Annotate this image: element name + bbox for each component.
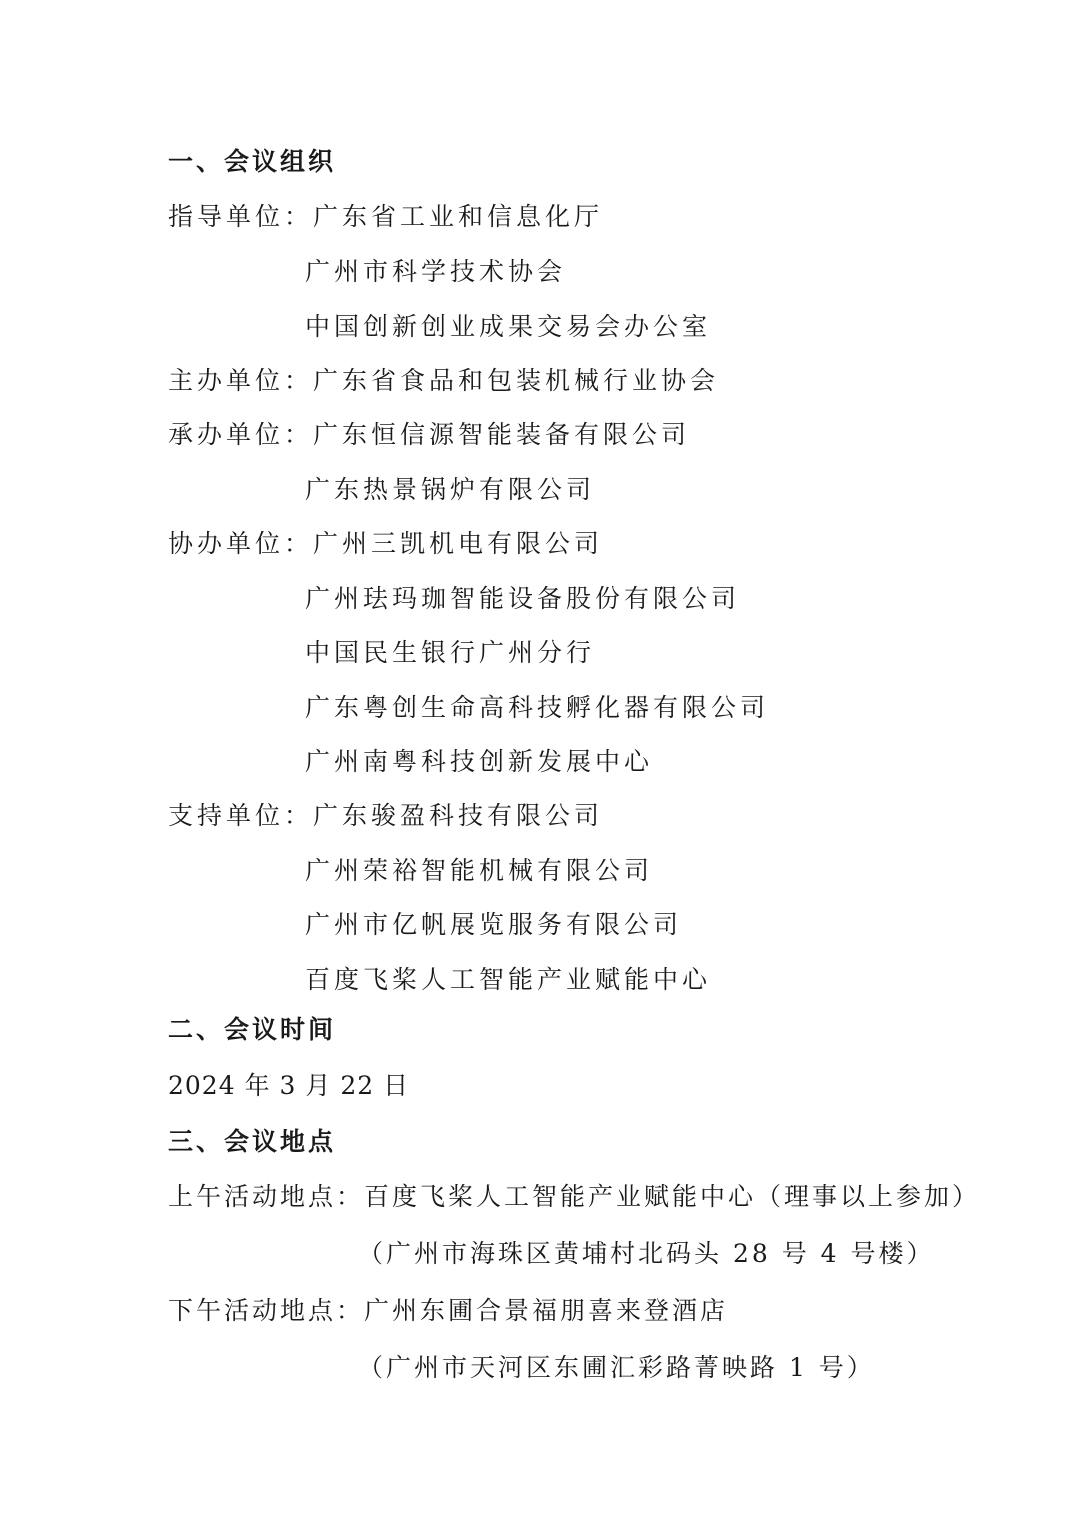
host-unit: 广东省食品和包装机械行业协会 [313,366,720,395]
organizer-unit: 广东恒信源智能装备有限公司 [313,420,691,449]
morning-venue-label: 上午活动地点： [168,1182,365,1211]
guide-unit: 中国创新创业成果交易会办公室 [305,312,712,341]
co-organizer-unit: 广州三凯机电有限公司 [313,529,604,558]
afternoon-venue-row [168,1295,728,1327]
section-heading-venue: 三、会议地点 [168,1127,337,1156]
section-heading-organization: 一、会议组织 [168,147,337,176]
afternoon-venue: 广州东圃合景福朋喜来登酒店 [364,1296,729,1325]
organizer-unit: 广东热景锅炉有限公司 [305,475,596,504]
co-organizer-unit: 广州南粤科技创新发展中心 [305,747,654,776]
afternoon-venue-address: （广州市天河区东圃汇彩路菁映路 1 号） [358,1353,875,1382]
organizer-row [168,419,690,451]
morning-venue: 百度飞桨人工智能产业赋能中心（理事以上参加） [364,1182,981,1211]
co-organizer-unit: 广州珐玛珈智能设备股份有限公司 [305,584,741,613]
meeting-date: 2024 年 3 月 22 日 [168,1071,410,1100]
afternoon-venue-label: 下午活动地点： [168,1296,365,1325]
section-heading-time: 二、会议时间 [168,1015,337,1044]
co-organizer-unit: 中国民生银行广州分行 [305,638,596,667]
support-unit: 百度飞桨人工智能产业赋能中心 [305,965,712,994]
co-organizer-row [168,528,603,560]
organizer-label: 承办单位： [168,420,314,449]
support-unit: 广州市亿帆展览服务有限公司 [305,910,683,939]
co-organizer-label: 协办单位： [168,529,314,558]
support-unit: 广州荣裕智能机械有限公司 [305,856,654,885]
support-label: 支持单位： [168,801,314,830]
support-row [168,800,603,832]
guide-label: 指导单位： [168,202,314,231]
guide-unit: 广东省工业和信息化厅 [313,202,604,231]
co-organizer-unit: 广东粤创生命高科技孵化器有限公司 [305,693,770,722]
support-unit: 广东骏盈科技有限公司 [313,801,604,830]
morning-venue-row [168,1181,980,1213]
guide-row [168,201,603,233]
host-label: 主办单位： [168,366,314,395]
morning-venue-address: （广州市海珠区黄埔村北码头 28 号 4 号楼） [358,1239,935,1268]
host-row [168,365,719,397]
guide-unit: 广州市科学技术协会 [305,257,567,286]
